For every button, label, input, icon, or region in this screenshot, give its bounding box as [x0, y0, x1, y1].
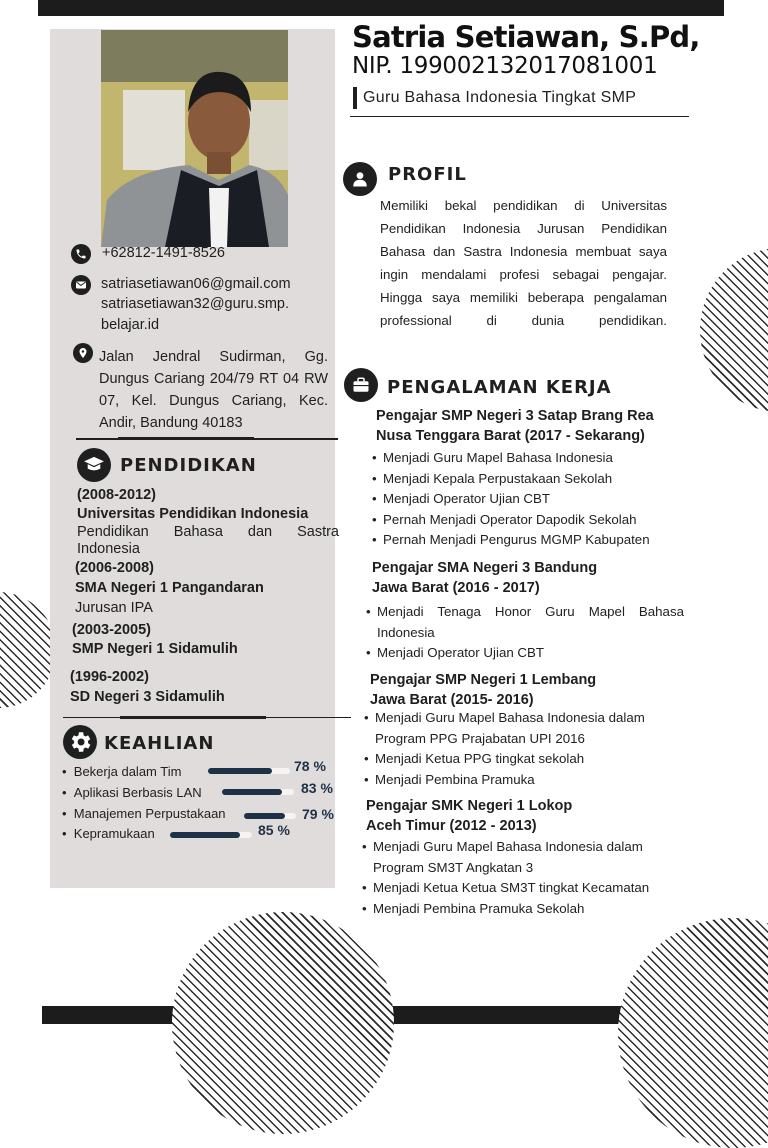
- job-bullet: • Menjadi Guru Mapel Bahasa Indonesia dalam Program PPG Prajabatan UPI 2016: [364, 710, 645, 746]
- education-years: (2003-2005): [72, 622, 151, 638]
- skill-bar-fill: [208, 768, 272, 774]
- education-item: [77, 486, 339, 558]
- role-accent-bar: [353, 87, 357, 109]
- nip-number: NIP. 199002132017081001: [352, 53, 658, 79]
- email-secondary-line1: satriasetiawan32@guru.smp.: [101, 296, 290, 312]
- skill-label: Manajemen Perpustakaan: [73, 806, 226, 821]
- profile-text: Memiliki bekal pendidikan di Universitas Pendidikan Indonesia Jurusan Pendidikan Bahasa dan Sastra Indonesia membuat saya ingin mendalami profesi sebagai pengajar. Hingga saya memiliki beberapa pengalaman professional di dunia pendidikan.: [380, 198, 667, 328]
- skill-label: Aplikasi Berbasis LAN: [73, 785, 202, 800]
- skill-item: [62, 763, 181, 781]
- skill-bar: [208, 768, 290, 774]
- skill-percent: 78 %: [294, 758, 326, 774]
- skill-bullet: •: [62, 764, 74, 779]
- skill-bar-fill: [170, 832, 240, 838]
- job-bullets: [366, 602, 684, 664]
- profile-title: PROFIL: [388, 164, 467, 185]
- education-school: Universitas Pendidikan Indonesia: [77, 506, 309, 522]
- sidebar-divider-2-accent: [120, 716, 266, 719]
- email-icon: [71, 275, 91, 295]
- job-title: [366, 796, 572, 836]
- job-title-line2: Aceh Timur (2012 - 2013): [366, 818, 537, 834]
- hatched-circle-bottom-right: [618, 918, 768, 1148]
- gear-icon: [63, 725, 97, 759]
- email-secondary-line2: belajar.id: [101, 317, 160, 333]
- job-bullet: • Pernah Menjadi Operator Dapodik Sekolah: [372, 511, 637, 527]
- education-major: Pendidikan Bahasa dan Sastra Indonesia: [77, 524, 339, 557]
- job-bullet: • Menjadi Ketua PPG tingkat sekolah: [364, 751, 585, 767]
- skill-bullet: •: [62, 785, 74, 800]
- education-years: (1996-2002): [70, 669, 149, 685]
- skill-percent: 79 %: [302, 806, 334, 822]
- profile-photo: [101, 30, 288, 247]
- job-bullet: • Menjadi Tenaga Honor Guru Mapel Bahasa Indonesia: [366, 604, 684, 640]
- job-title-line2: Nusa Tenggara Barat (2017 - Sekarang): [376, 428, 645, 444]
- skill-bar-fill: [222, 789, 282, 795]
- top-bar: [38, 0, 724, 16]
- phone-number[interactable]: +62812-1491-8526: [102, 245, 225, 261]
- education-years: (2006-2008): [75, 560, 154, 576]
- job-title: [372, 558, 597, 598]
- job-bullet: • Pernah Menjadi Pengurus MGMP Kabupaten: [372, 532, 650, 548]
- job-bullets: [364, 708, 686, 790]
- header-underline: [350, 116, 689, 117]
- full-name: Satria Setiawan, S.Pd,: [352, 20, 700, 54]
- email-primary[interactable]: satriasetiawan06@gmail.com: [101, 276, 291, 292]
- skill-bar: [170, 832, 252, 838]
- skill-label: Kepramukaan: [73, 826, 155, 841]
- skill-item: [62, 805, 226, 823]
- hatched-circle-bottom-center: [172, 912, 394, 1134]
- education-school: SD Negeri 3 Sidamulih: [70, 689, 225, 705]
- skill-percent: 85 %: [258, 822, 290, 838]
- location-icon: [73, 343, 93, 363]
- job-title-line1: Pengajar SMP Negeri 1 Lembang: [370, 672, 597, 688]
- education-years: (2008-2012): [77, 487, 156, 503]
- job-title: [376, 406, 654, 446]
- hatched-circle-left: [0, 592, 56, 708]
- job-bullet: • Menjadi Guru Mapel Bahasa Indonesia dalam Program SM3T Angkatan 3: [362, 839, 643, 875]
- job-bullet: • Menjadi Ketua Ketua SM3T tingkat Kecamatan: [362, 880, 650, 896]
- skill-percent: 83 %: [301, 780, 333, 796]
- job-bullet: • Menjadi Operator Ujian CBT: [372, 491, 551, 507]
- job-title-line1: Pengajar SMA Negeri 3 Bandung: [372, 560, 598, 576]
- job-title: [370, 670, 596, 710]
- job-bullet: • Menjadi Pembina Pramuka Sekolah: [362, 900, 585, 916]
- skill-item: [62, 784, 202, 802]
- job-bullets: [362, 837, 684, 919]
- job-title-line1: Pengajar SMK Negeri 1 Lokop: [366, 798, 573, 814]
- skills-title: KEAHLIAN: [104, 733, 215, 754]
- job-title-line2: Jawa Barat (2015- 2016): [370, 692, 534, 708]
- skill-bullet: •: [62, 826, 74, 841]
- skill-bar: [244, 813, 296, 819]
- sidebar-divider-1-accent: [118, 437, 254, 440]
- job-bullets: [372, 448, 692, 551]
- phone-icon: [71, 244, 91, 264]
- skill-item: [62, 825, 155, 843]
- skill-bar-fill: [244, 813, 285, 819]
- job-bullet: • Menjadi Guru Mapel Bahasa Indonesia: [372, 450, 613, 465]
- skill-label: Bekerja dalam Tim: [73, 764, 182, 779]
- job-bullet: • Menjadi Pembina Pramuka: [364, 771, 535, 787]
- person-icon: [343, 162, 377, 196]
- job-bullet: • Menjadi Operator Ujian CBT: [366, 645, 545, 661]
- email-secondary[interactable]: [101, 294, 289, 336]
- hatched-circle-right: [700, 248, 768, 412]
- education-school: SMA Negeri 1 Pangandaran: [75, 580, 264, 596]
- graduation-cap-icon: [77, 448, 111, 482]
- education-major: Jurusan IPA: [75, 600, 153, 616]
- job-role: Guru Bahasa Indonesia Tingkat SMP: [363, 89, 637, 106]
- briefcase-icon: [344, 368, 378, 402]
- job-bullet: • Menjadi Kepala Perpustakaan Sekolah: [372, 470, 613, 486]
- education-title: PENDIDIKAN: [120, 455, 257, 476]
- skill-bullet: •: [62, 806, 74, 821]
- skill-bar: [222, 789, 294, 795]
- education-school: SMP Negeri 1 Sidamulih: [72, 641, 238, 657]
- address: Jalan Jendral Sudirman, Gg. Dungus Cariang 204/79 RT 04 RW 07, Kel. Dungus Cariang, Kec. Andir, Bandung 40183: [99, 349, 328, 431]
- job-title-line2: Jawa Barat (2016 - 2017): [372, 580, 540, 596]
- job-title-line1: Pengajar SMP Negeri 3 Satap Brang Rea: [376, 408, 654, 424]
- experience-title: PENGALAMAN KERJA: [387, 377, 612, 398]
